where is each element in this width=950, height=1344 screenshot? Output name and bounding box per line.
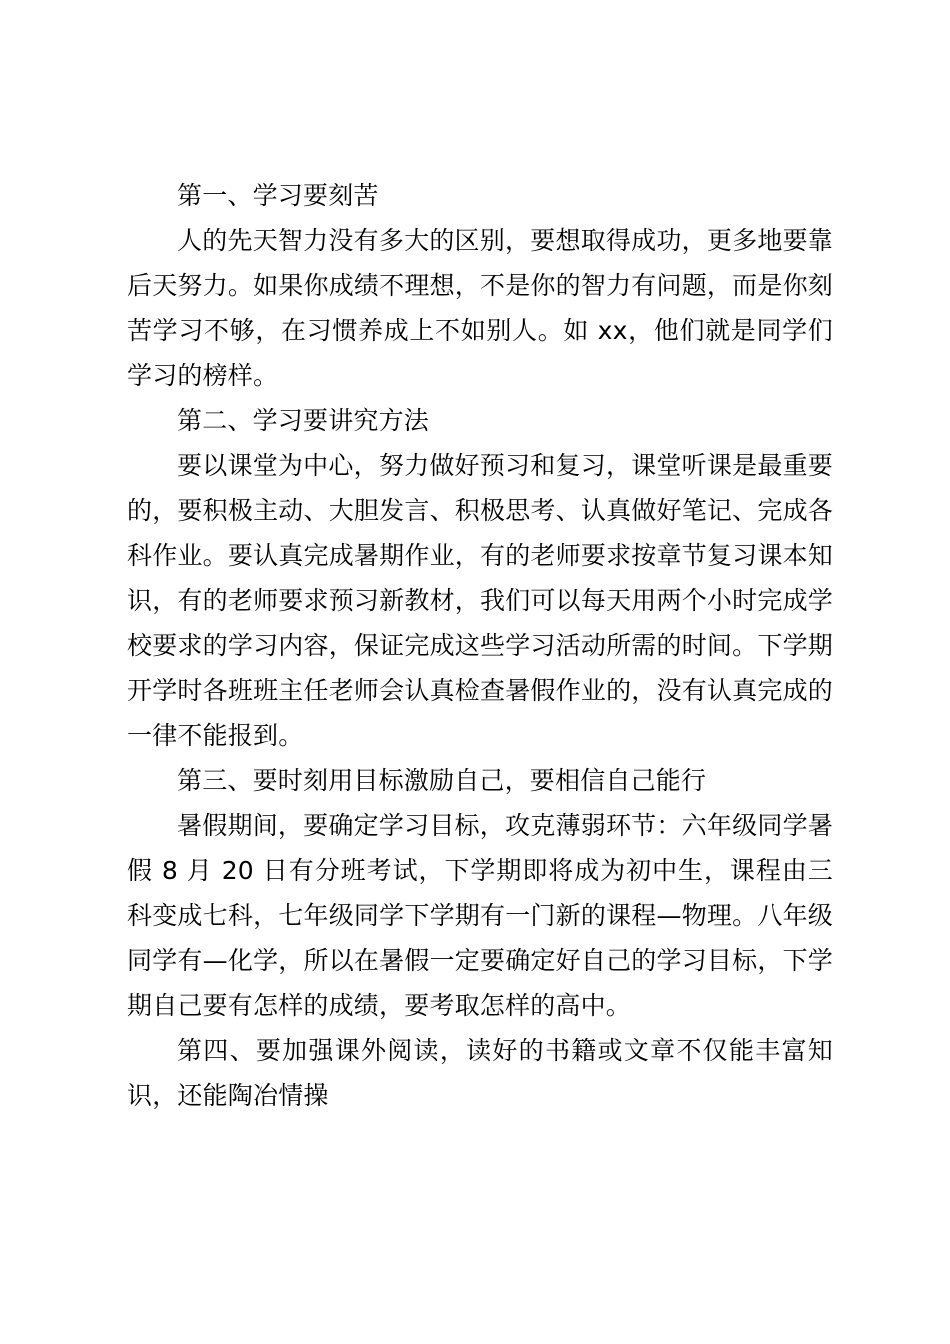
paragraph-1: 人的先天智力没有多大的区别，要想取得成功，更多地要靠后天努力。如果你成绩不理想，不是你的智力有问题，而是你刻苦学习不够，在习惯养成上不如别人。如 xx，他们就是同学们学习的榜样。 (127, 226, 833, 390)
paragraph-3: 暑假期间，要确定学习目标，攻克薄弱环节：六年级同学暑假 8 月 20 日有分班考试，下学期即将成为初中生，课程由三科变成七科，七年级同学下学期有一门新的课程—物理。八年级同学有—化学，所以在暑假一定要确定好自己的学习目标，下学期自己要有怎样的成绩，要考取怎样的高中。 (127, 811, 833, 1020)
paragraph-2: 要以课堂为中心，努力做好预习和复习，课堂听课是最重要的，要积极主动、大胆发言、积极思考、认真做好笔记、完成各科作业。要认真完成暑期作业，有的老师要求按章节复习课本知识，有的老师要求预习新教材，我们可以每天用两个小时完成学校要求的学习内容，保证完成这些学习活动所需的时间。下学期开学时各班班主任老师会认真检查暑假作业的，没有认真完成的一律不能报到。 (127, 451, 833, 750)
heading-2-study-methods: 第二、学习要讲究方法 (177, 406, 430, 435)
heading-1-study-hard: 第一、学习要刻苦 (177, 181, 379, 210)
heading-3-goals: 第三、要时刻用目标激励自己，要相信自己能行 (177, 766, 707, 795)
heading-4-reading: 第四、要加强课外阅读，读好的书籍或文章不仅能丰富知识，还能陶冶情操 (127, 1036, 833, 1110)
document-body (127, 173, 833, 1118)
